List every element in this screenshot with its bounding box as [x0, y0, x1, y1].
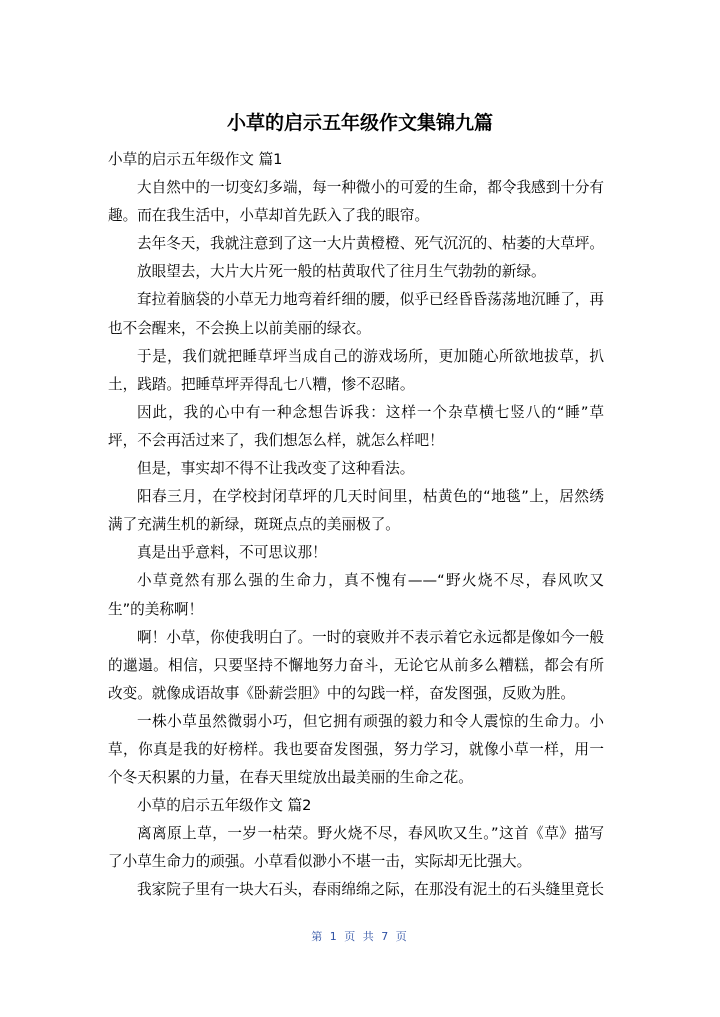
paragraph: 但是，事实却不得不让我改变了这种看法。 [137, 460, 415, 478]
paragraph: 放眼望去，大片大片死一般的枯黄取代了往月生气勃勃的新绿。 [137, 263, 546, 281]
document-body [108, 146, 604, 905]
paragraph: 一株小草虽然微弱小巧，但它拥有顽强的毅力和令人震惊的生命力。小草，你真是我的好榜样。我也要奋发图强，努力学习，就像小草一样，用一个冬天积累的力量，在春天里绽放出最美丽的生命之花。 [108, 712, 604, 787]
paragraph: 因此，我的心中有一种念想告诉我：这样一个杂草横七竖八的“睡”草坪，不会再活过来了，我们想怎么样，就怎么样吧！ [108, 403, 604, 449]
paragraph: 啊！小草，你使我明白了。一时的衰败并不表示着它永远都是像如今一般的邋遢。相信，只要坚持不懈地努力奋斗，无论它从前多么糟糕，都会有所改变。就像成语故事《卧薪尝胆》中的勾践一样，奋发图强，反败为胜。 [108, 628, 605, 702]
section-heading: 小草的启示五年级作文 篇2 [137, 797, 312, 815]
paragraph: 于是，我们就把睡草坪当成自己的游戏场所，更加随心所欲地拔草，扒土，践踏。把睡草坪弄得乱七八糟，惨不忍睹。 [108, 347, 604, 393]
paragraph: 我家院子里有一块大石头，春雨绵绵之际，在那没有泥土的石头缝里竟长 [137, 881, 605, 899]
section-heading: 小草的启示五年级作文 篇1 [108, 151, 283, 168]
paragraph: 耷拉着脑袋的小草无力地弯着纤细的腰，似乎已经昏昏荡荡地沉睡了，再也不会醒来，不会换上以前美丽的绿衣。 [108, 291, 605, 337]
paragraph: 去年冬天，我就注意到了这一大片黄橙橙、死气沉沉的、枯萎的大草坪。 [137, 235, 605, 253]
paragraph: 真是出乎意料，不可思议那！ [137, 544, 327, 562]
page-footer: 第 1 页 共 7 页 [311, 930, 409, 943]
paragraph: 离离原上草，一岁一枯荣。野火烧不尽，春风吹又生。”这首《草》描写了小草生命力的顽强。小草看似渺小不堪一击，实际却无比强大。 [108, 825, 604, 871]
paragraph: 阳春三月，在学校封闭草坪的几天时间里，枯黄色的“地毯”上，居然绣满了充满生机的新绿，斑斑点点的美丽极了。 [108, 488, 604, 534]
document-title: 小草的启示五年级作文集锦九篇 [226, 112, 493, 134]
paragraph: 大自然中的一切变幻多端，每一种微小的可爱的生命，都令我感到十分有趣。而在我生活中，小草却首先跃入了我的眼帘。 [108, 179, 605, 225]
paragraph: 小草竟然有那么强的生命力，真不愧有——“野火烧不尽，春风吹又生”的美称啊！ [108, 572, 604, 618]
